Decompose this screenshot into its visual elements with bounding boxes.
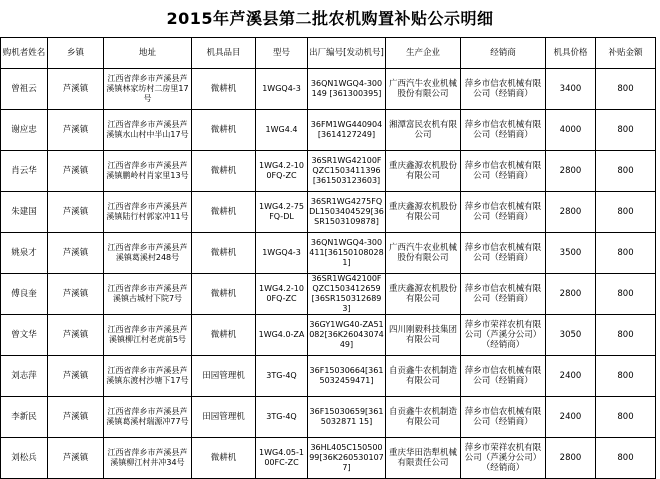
cell-subsidy: 800 [596,315,656,356]
cell-price: 4000 [546,110,596,151]
header-subsidy: 补贴金额 [596,38,656,69]
cell-category: 微耕机 [192,192,256,233]
cell-model: 1WGQ4-3 [256,69,308,110]
cell-subsidy: 800 [596,274,656,315]
cell-manufacturer: 自贡鑫牛农机制造有限公司 [386,397,461,438]
header-category: 机具品目 [192,38,256,69]
cell-manufacturer: 广西汽牛农业机械股份有限公司 [386,69,461,110]
cell-dealer: 萍乡市信农机械有限公司（经销商） [461,397,546,438]
header-serial: 出厂编号[发动机号] [308,38,386,69]
cell-township: 芦溪镇 [48,356,104,397]
cell-category: 田园管理机 [192,397,256,438]
cell-dealer: 萍乡市信农机械有限公司（经销商） [461,356,546,397]
header-dealer: 经销商 [461,38,546,69]
cell-category: 微耕机 [192,315,256,356]
cell-township: 芦溪镇 [48,151,104,192]
cell-address: 江西省萍乡市芦溪县芦溪镇林家坊村二房里17号 [104,69,192,110]
cell-price: 2800 [546,274,596,315]
cell-township: 芦溪镇 [48,438,104,479]
cell-price: 2400 [546,356,596,397]
cell-address: 江西省萍乡市芦溪县芦溪镇柳江村老虎前5号 [104,315,192,356]
table-row [1,110,656,151]
cell-model: 1WG4.2-100FQ-ZC [256,151,308,192]
cell-category: 微耕机 [192,69,256,110]
cell-subsidy: 800 [596,233,656,274]
cell-serial: 36SR1WG42100FQZC1503412659[36SR1503126893] [308,274,386,315]
cell-dealer: 萍乡市信农机械有限公司（经销商） [461,151,546,192]
cell-serial: 36SR1WG42100FQZC1503411396[361503123603] [308,151,386,192]
cell-buyer: 姚泉才 [1,233,48,274]
table-row [1,397,656,438]
cell-address: 江西省萍乡市芦溪县芦溪镇水山村中半山17号 [104,110,192,151]
cell-model: 1WG4.2-100FQ-ZC [256,274,308,315]
cell-price: 3050 [546,315,596,356]
cell-buyer: 谢应忠 [1,110,48,151]
cell-address: 江西省萍乡市芦溪县芦溪镇鹏岭村肖家里13号 [104,151,192,192]
cell-township: 芦溪镇 [48,315,104,356]
cell-category: 微耕机 [192,110,256,151]
cell-serial: 36F15030664[3615032459471] [308,356,386,397]
table-header-row [1,38,656,69]
cell-serial: 36F15030659[3615032871 15] [308,397,386,438]
table-row [1,192,656,233]
subsidy-table [0,37,656,479]
cell-manufacturer: 重庆华田浩犁机械有限责任公司 [386,438,461,479]
header-address: 地址 [104,38,192,69]
cell-subsidy: 800 [596,69,656,110]
cell-address: 江西省萍乡市芦溪县芦溪镇葛溪村248号 [104,233,192,274]
table-row [1,274,656,315]
cell-price: 2800 [546,151,596,192]
cell-model: 1WG4.2-75FQ-DL [256,192,308,233]
cell-dealer: 萍乡市荣祥农机有限公司（芦溪分公司）（经销商） [461,315,546,356]
cell-dealer: 萍乡市信农机械有限公司（经销商） [461,69,546,110]
cell-category: 微耕机 [192,233,256,274]
header-price: 机具价格 [546,38,596,69]
cell-dealer: 萍乡市荣祥农机有限公司（芦溪分公司）（经销商） [461,438,546,479]
cell-buyer: 傅良奎 [1,274,48,315]
cell-price: 3500 [546,233,596,274]
cell-manufacturer: 自贡鑫牛农机制造有限公司 [386,356,461,397]
cell-category: 微耕机 [192,274,256,315]
cell-model: 1WGQ4-3 [256,233,308,274]
cell-subsidy: 800 [596,356,656,397]
cell-buyer: 李新民 [1,397,48,438]
cell-subsidy: 800 [596,397,656,438]
cell-buyer: 曾祖云 [1,69,48,110]
cell-model: 1WG4.4 [256,110,308,151]
cell-serial: 36QN1WGQ4-300411[361501080281] [308,233,386,274]
cell-category: 微耕机 [192,438,256,479]
cell-township: 芦溪镇 [48,274,104,315]
cell-category: 田园管理机 [192,356,256,397]
cell-buyer: 曾文华 [1,315,48,356]
cell-serial: 36FM1WG440904[3614127249] [308,110,386,151]
header-manufacturer: 生产企业 [386,38,461,69]
cell-model: 3TG-4Q [256,356,308,397]
cell-dealer: 萍乡市信农机械有限公司（经销商） [461,274,546,315]
cell-subsidy: 800 [596,192,656,233]
cell-manufacturer: 广西汽牛农业机械股份有限公司 [386,233,461,274]
cell-buyer: 刘松兵 [1,438,48,479]
cell-model: 1WG4.05-100FC-ZC [256,438,308,479]
cell-township: 芦溪镇 [48,69,104,110]
cell-township: 芦溪镇 [48,110,104,151]
cell-subsidy: 800 [596,438,656,479]
cell-address: 江西省萍乡市芦溪县芦溪镇古城村下院7号 [104,274,192,315]
cell-township: 芦溪镇 [48,192,104,233]
table-row [1,69,656,110]
cell-category: 微耕机 [192,151,256,192]
cell-subsidy: 800 [596,110,656,151]
table-row [1,315,656,356]
cell-dealer: 萍乡市信农机械有限公司（经销商） [461,233,546,274]
cell-address: 江西省萍乡市芦溪县芦溪镇柳江村井冲34号 [104,438,192,479]
cell-serial: 36QN1WGQ4-300149 [361300395] [308,69,386,110]
cell-price: 2800 [546,192,596,233]
cell-address: 江西省萍乡市芦溪县芦溪镇葛溪村瑞源冲77号 [104,397,192,438]
cell-address: 江西省萍乡市芦溪县芦溪镇陆行村郭家冲11号 [104,192,192,233]
cell-manufacturer: 重庆鑫源农机股份有限公司 [386,192,461,233]
cell-manufacturer: 湘潭富民农机有限公司 [386,110,461,151]
cell-model: 3TG-4Q [256,397,308,438]
page-title: 2015年芦溪县第二批农机购置补贴公示明细 [166,9,494,28]
cell-dealer: 萍乡市信农机械有限公司（经销商） [461,192,546,233]
cell-dealer: 萍乡市信农机械有限公司（经销商） [461,110,546,151]
cell-serial: 36HL405C15050099[36K2605301077] [308,438,386,479]
cell-subsidy: 800 [596,151,656,192]
cell-buyer: 刘志萍 [1,356,48,397]
cell-serial: 36GY1WG40-ZA51082[36K2604307449] [308,315,386,356]
table-row [1,233,656,274]
header-township: 乡镇 [48,38,104,69]
table-row [1,151,656,192]
table-row [1,438,656,479]
cell-manufacturer: 重庆鑫源农机股份有限公司 [386,151,461,192]
cell-manufacturer: 四川刚毅科技集团有限公司 [386,315,461,356]
header-model: 型号 [256,38,308,69]
cell-township: 芦溪镇 [48,233,104,274]
cell-price: 2800 [546,438,596,479]
cell-price: 2400 [546,397,596,438]
cell-manufacturer: 重庆鑫源农机股份有限公司 [386,274,461,315]
cell-serial: 36SR1WG4275FQDL1503404529[36SR1503109878] [308,192,386,233]
cell-price: 3400 [546,69,596,110]
cell-model: 1WG4.0-ZA [256,315,308,356]
cell-township: 芦溪镇 [48,397,104,438]
cell-buyer: 肖云华 [1,151,48,192]
table-row [1,356,656,397]
cell-buyer: 朱建国 [1,192,48,233]
cell-address: 江西省萍乡市芦溪县芦溪镇东渡村沙塘下17号 [104,356,192,397]
header-buyer: 购机者姓名 [1,38,48,69]
